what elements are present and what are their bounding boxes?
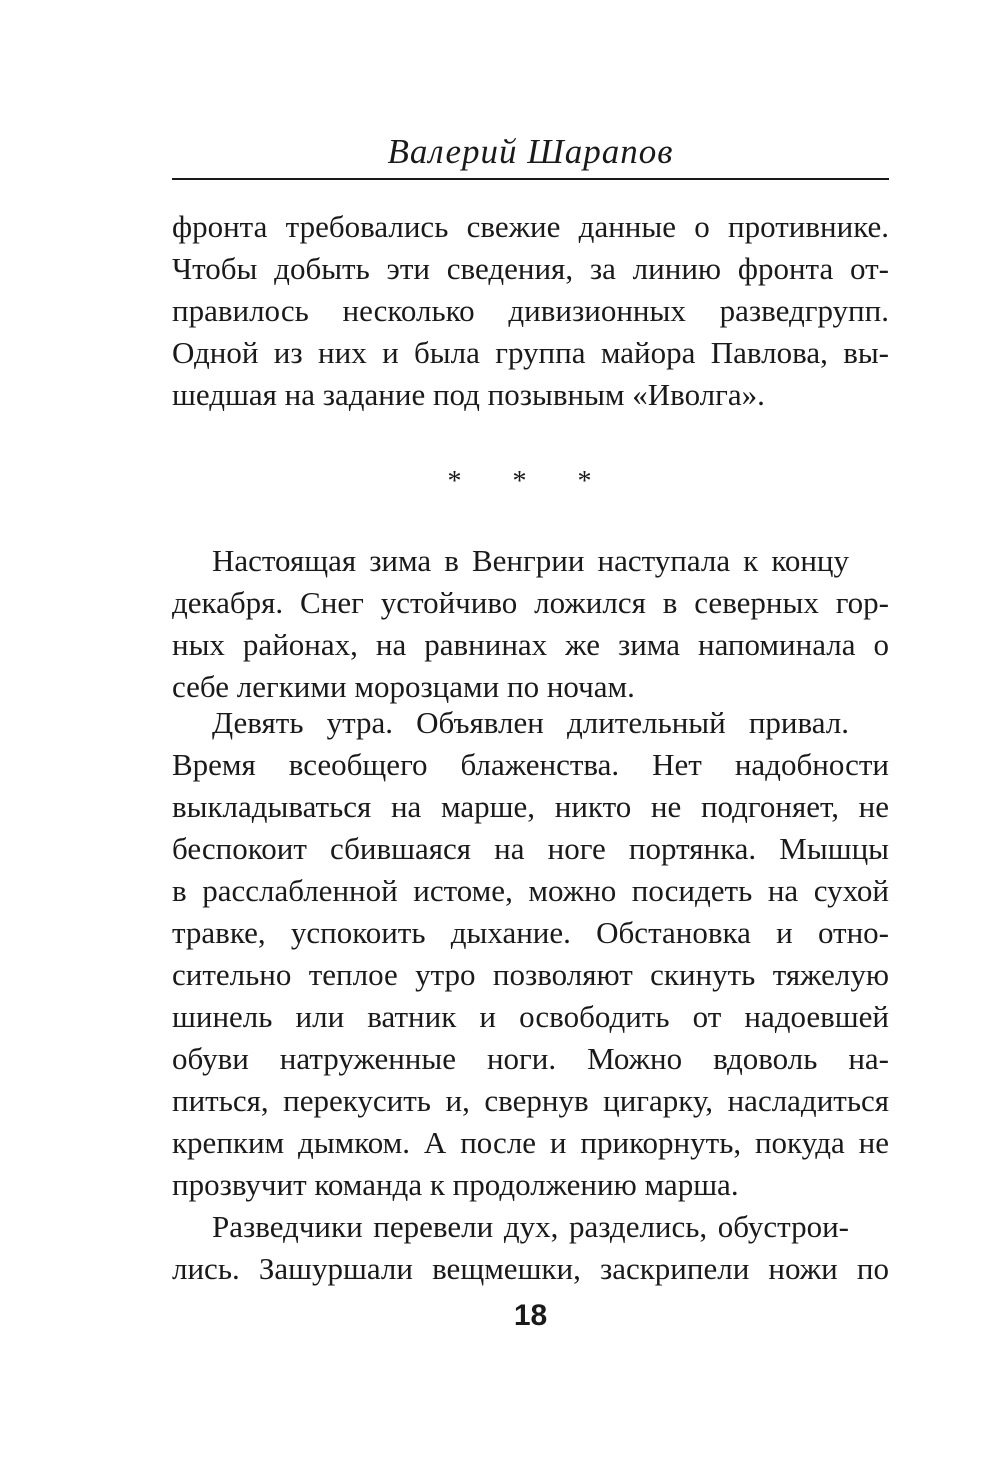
section-separator: * * *: [447, 466, 614, 497]
text-line: Разведчики перевели дух, разделись, обустрои-: [212, 1209, 849, 1244]
text-line: себе легкими морозцами по ночам.: [172, 669, 635, 704]
text-line: ных районах, на равнинах же зима напоминала о: [172, 627, 889, 662]
text-line: правилось несколько дивизионных разведгрупп.: [172, 293, 889, 328]
text-line: Чтобы добыть эти сведения, за линию фронта от-: [172, 251, 889, 286]
text-line: Время всеобщего блаженства. Нет надобности: [172, 747, 889, 782]
text-line: выкладываться на марше, никто не подгоняет, не: [172, 789, 889, 824]
paragraph-continued: [172, 206, 889, 416]
text-line: беспокоит сбившаяся на ноге портянка. Мышцы: [172, 831, 889, 866]
text-line: Одной из них и была группа майора Павлова, вы-: [172, 335, 889, 370]
text-line: питься, перекусить и, свернув цигарку, насладиться: [172, 1083, 889, 1118]
text-line: декабря. Снег устойчиво ложился в северных гор-: [172, 585, 889, 620]
paragraph-winter: [172, 540, 889, 708]
paragraph-scouts: [172, 1206, 889, 1290]
text-line: сительно теплое утро позволяют скинуть тяжелую: [172, 957, 889, 992]
header-rule: [172, 178, 889, 180]
text-line: травке, успокоить дыхание. Обстановка и отно-: [172, 915, 889, 950]
running-head-author: Валерий Шарапов: [387, 132, 674, 171]
text-line: Девять утра. Объявлен длительный привал.: [212, 705, 849, 740]
text-line: в расслабленной истоме, можно посидеть на сухой: [172, 873, 889, 908]
text-line: лись. Зашуршали вещмешки, заскрипели ножи по: [172, 1251, 889, 1286]
page-number: 18: [513, 1299, 548, 1332]
text-line: шедшая на задание под позывным «Иволга».: [172, 377, 765, 412]
text-line: шинель или ватник и освободить от надоевшей: [172, 999, 889, 1034]
text-line: обуви натруженные ноги. Можно вдоволь на-: [172, 1041, 889, 1076]
paragraph-rest: [172, 702, 889, 1206]
text-line: крепким дымком. А после и прикорнуть, покуда не: [172, 1125, 889, 1160]
text-line: прозвучит команда к продолжению марша.: [172, 1167, 739, 1202]
text-line: фронта требовались свежие данные о противнике.: [172, 209, 889, 244]
text-line: Настоящая зима в Венгрии наступала к концу: [212, 543, 849, 578]
